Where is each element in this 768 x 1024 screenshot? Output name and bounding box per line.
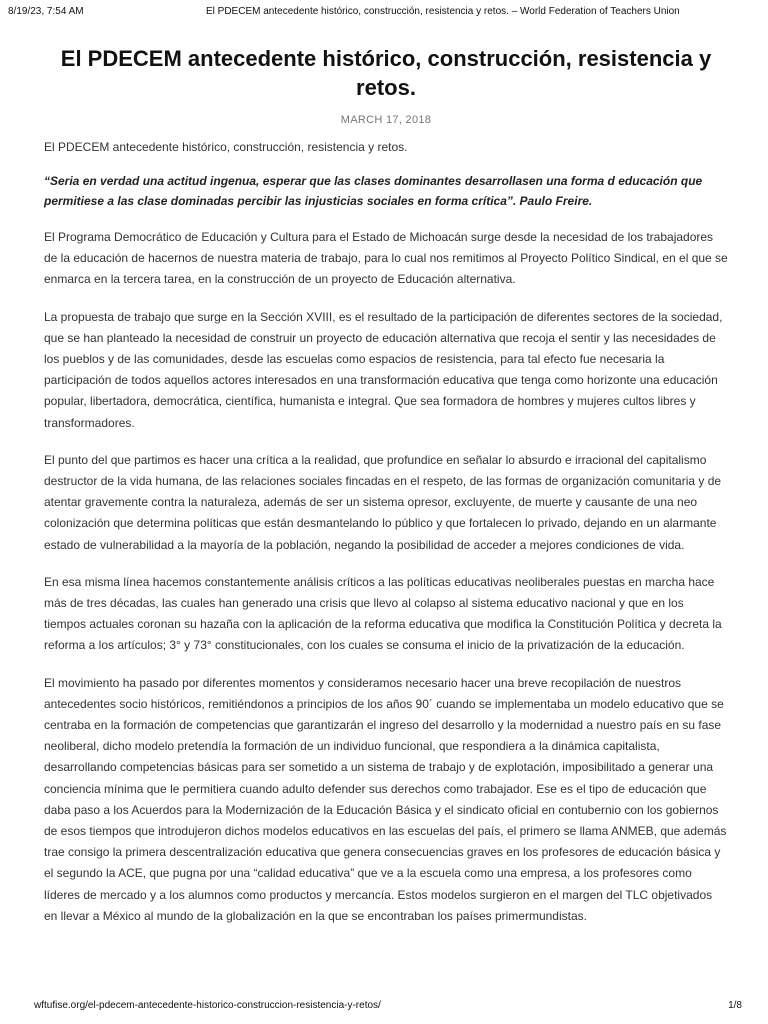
print-page-title: El PDECEM antecedente histórico, construcción, resistencia y retos. – World Federation of Teachers Union: [206, 6, 680, 17]
article-date: MARCH 17, 2018: [340, 114, 432, 126]
article-paragraph: El punto del que partimos es hacer una crítica a la realidad, que profundice en señalar lo absurdo e irracional del capitalismo destructor de la vida humana, de las relaciones sociales fincadas en el respeto, de las formas de organización comunitaria y de atentar gravemente contra la naturaleza, además de ser un sistema opresor, excluyente, de muerte y causante de una neo colonización que determina políticas que están desmantelando lo público y que fortalecen lo privado, dejando en un alarmante estado de vulnerabilidad a la mayoría de la población, negando la posibilidad de acceder a mejores condiciones de vida.: [44, 452, 722, 552]
article-lead: El PDECEM antecedente histórico, construcción, resistencia y retos.: [44, 140, 408, 154]
article: [44, 44, 728, 927]
article-quote: “Seria en verdad una actitud ingenua, esperar que las clases dominantes desarrollasen una forma d educación que permitiese a las clase dominadas percibir las injusticias sociales en forma crítica”. Paulo Freire.: [44, 174, 703, 208]
print-timestamp: 8/19/23, 7:54 AM: [8, 6, 84, 17]
page-number: 1/8: [728, 1000, 742, 1011]
print-footer: [0, 994, 768, 1024]
article-title: El PDECEM antecedente histórico, construcción, resistencia y retos.: [60, 46, 712, 100]
article-paragraph: La propuesta de trabajo que surge en la Sección XVIII, es el resultado de la participación de diferentes sectores de la sociedad, que se han planteado la necesidad de construir un proyecto de educación alternativa que recoja el sentir y las necesidades de los pueblos y de las comunidades, desde las escuelas como espacios de resistencia, para tal efecto fue necesaria la participación de todos aquellos actores interesados en una transformación educativa que tenga como horizonte una educación popular, libertadora, democrática, científica, humanista e integral. Que sea formadora de hombres y mujeres cultos libres y transformadores.: [44, 309, 723, 430]
print-url: wftufise.org/el-pdecem-antecedente-historico-construccion-resistencia-y-retos/: [34, 1000, 381, 1011]
article-paragraph: En esa misma línea hacemos constantemente análisis críticos a las políticas educativas neoliberales puestas en marcha hace más de tres décadas, las cuales han generado una crisis que llevo al colapso al sistema educativo nacional y que en los tiempos actuales coronan su hazaña con la aplicación de la reforma educativa que modifica la Constitución Política y decreta la reforma a los artículos; 3° y 73° constitucionales, con los cuales se consuma el inicio de la privatización de la educación.: [44, 574, 722, 653]
article-paragraph: El movimiento ha pasado por diferentes momentos y consideramos necesario hacer una breve recopilación de nuestros antecedentes socio históricos, remitiéndonos a principios de los años 90´ cuando se implementaba un modelo educativo que se centraba en la formación de competencias que garantizarán el ingreso del desarrollo y la modernidad a nuestro país en su fase neoliberal, dicho modelo pretendía la formación de un individuo funcional, que respondiera a la dinámica capitalista, desarrollando competencias básicas para ser sometido a un sistema de trabajo y de explotación, imposibilitado a generar una conciencia mínima que le permitiera cuando adulto defender sus derechos como trabajador. Ese es el tipo de educación que daba paso a los Acuerdos para la Modernización de la Educación Básica y el sindicato oficial en contubernio con los gobiernos de esos tiempos que introdujeron dichos modelos educativos en las escuelas del país, el primero se llama ANMEB, que además trae consigo la primera descentralización educativa que genera consecuencias graves en los profesores de educación básica y el segundo la ACE, que pugna por una “calidad educativa” que ve a la escuela como una empresa, a los profesores como líderes de mercado y a los alumnos como productos y mercancía. Estos modelos surgieron en el margen del TLC objetivados en llevar a México al mundo de la globalización en la que se encontraban los países primermundistas.: [44, 675, 727, 923]
article-paragraph: El Programa Democrático de Educación y Cultura para el Estado de Michoacán surge desde la necesidad de los trabajadores de la educación de hacernos de nuestra materia de trabajo, para lo cual nos remitimos al Proyecto Político Sindical, en el que se enmarca en la tercera tarea, en la construcción de un proyecto de Educación alternativa.: [44, 230, 728, 287]
print-header: [0, 0, 768, 22]
